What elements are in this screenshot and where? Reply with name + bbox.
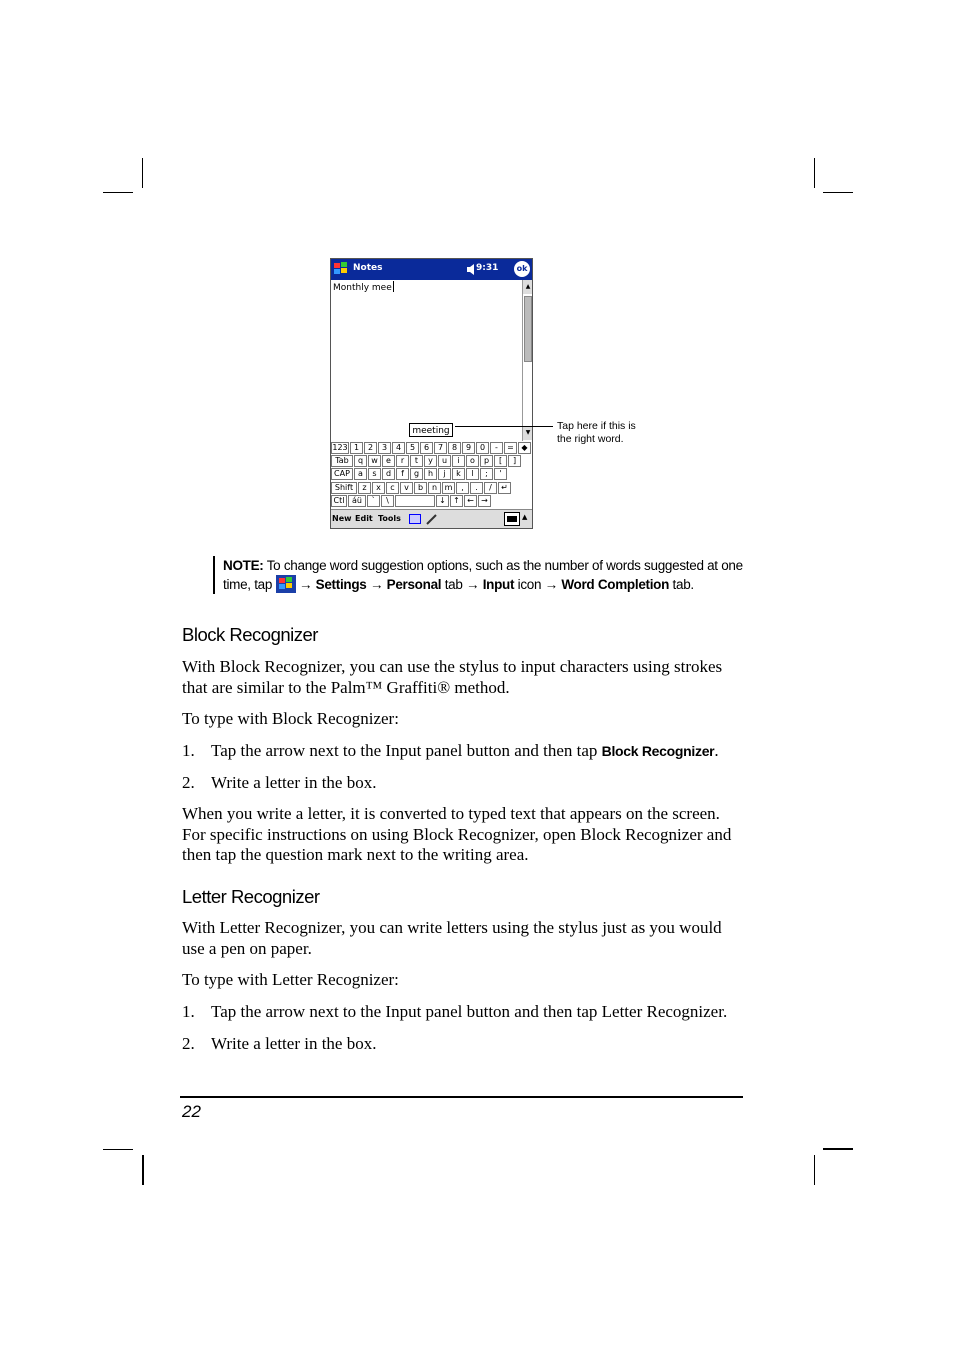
callout-line-1: Tap here if this is [557, 420, 636, 432]
block-step-1 [182, 741, 752, 761]
key[interactable]: 4 [392, 442, 405, 454]
key[interactable]: - [490, 442, 503, 454]
callout [557, 420, 636, 446]
key[interactable]: 7 [434, 442, 447, 454]
arrow-icon: → [466, 577, 480, 592]
key[interactable]: x [372, 482, 385, 494]
speaker-icon[interactable] [467, 264, 476, 275]
key[interactable]: q [354, 455, 367, 467]
key[interactable]: c [386, 482, 399, 494]
key[interactable]: 1 [350, 442, 363, 454]
step-text: Tap the arrow next to the Input panel button and then tap Letter Recognizer. [211, 1002, 728, 1021]
callout-line [455, 426, 553, 427]
key[interactable]: / [484, 482, 497, 494]
block-step-2 [182, 773, 752, 793]
key[interactable]: 3 [378, 442, 391, 454]
arrow-icon: → [544, 577, 558, 592]
text-caret [393, 281, 394, 292]
input-panel-icon[interactable] [504, 512, 520, 526]
key[interactable]: 6 [420, 442, 433, 454]
page-number: 22 [182, 1102, 201, 1121]
note-tab-end: tab. [672, 577, 694, 592]
crop-mark [814, 158, 815, 188]
step-text: Write a letter in the box. [211, 773, 377, 792]
key[interactable]: . [470, 482, 483, 494]
key[interactable]: = [504, 442, 517, 454]
ok-button[interactable]: ok [514, 261, 530, 277]
arrow-icon: → [298, 577, 313, 592]
block-intro: With Block Recognizer, you can use the stylus to input characters using strokes that are similar to the Palm™ Graffiti® method. [182, 657, 723, 697]
key[interactable]: , [456, 482, 469, 494]
scroll-thumb[interactable] [524, 296, 532, 362]
key[interactable]: 0 [476, 442, 489, 454]
note-input: Input [482, 577, 515, 592]
title-bar [331, 259, 532, 280]
key[interactable]: e [382, 455, 395, 467]
letter-step-1 [182, 1002, 752, 1022]
arrow-icon: → [369, 577, 384, 592]
key[interactable]: Tab [331, 455, 353, 467]
key[interactable]: f [396, 468, 409, 480]
key[interactable]: j [438, 468, 451, 480]
key[interactable]: → [478, 495, 491, 507]
app-title: Notes [353, 263, 383, 273]
soft-keyboard [331, 441, 532, 509]
crop-mark [142, 158, 143, 188]
menu-new[interactable]: New [332, 514, 352, 523]
key[interactable]: v [400, 482, 413, 494]
footer-rule [180, 1096, 743, 1098]
crop-mark [823, 1148, 853, 1150]
key[interactable] [395, 495, 435, 507]
key[interactable]: ] [508, 455, 521, 467]
step-text: Write a letter in the box. [211, 1034, 377, 1053]
key[interactable]: u [438, 455, 451, 467]
scrollbar[interactable] [522, 280, 533, 442]
key[interactable]: ; [480, 468, 493, 480]
key[interactable]: r [396, 455, 409, 467]
scroll-down-icon[interactable]: ▼ [523, 426, 533, 440]
key[interactable]: d [382, 468, 395, 480]
key[interactable]: b [414, 482, 427, 494]
key[interactable]: a [354, 468, 367, 480]
key[interactable]: s [368, 468, 381, 480]
note-tab-word: tab [444, 577, 463, 592]
keyboard-row-5 [331, 495, 492, 508]
input-arrow-icon[interactable]: ▲ [522, 513, 528, 521]
key[interactable]: \ [381, 495, 394, 507]
key[interactable]: 8 [448, 442, 461, 454]
step-number: 1. [182, 741, 195, 760]
key[interactable]: ↵ [498, 482, 511, 494]
key[interactable]: 123 [332, 443, 348, 452]
crop-mark [823, 192, 853, 193]
key[interactable]: CAP [331, 468, 353, 480]
keyboard-row-2 [331, 455, 522, 468]
key[interactable]: 2 [364, 442, 377, 454]
key[interactable]: k [452, 468, 465, 480]
letter-to-type: To type with Letter Recognizer: [182, 970, 399, 989]
key[interactable]: g [410, 468, 423, 480]
key[interactable]: ◆ [518, 442, 531, 454]
keyboard-row-3 [331, 468, 508, 481]
key[interactable]: ↑ [450, 495, 463, 507]
key[interactable]: n [428, 482, 441, 494]
key[interactable]: p [480, 455, 493, 467]
note-settings: Settings [315, 577, 367, 592]
key[interactable]: [ [494, 455, 507, 467]
crop-mark [142, 1155, 144, 1185]
menu-tools[interactable]: Tools [378, 514, 401, 523]
windows-start-icon [276, 575, 296, 593]
key[interactable]: y [424, 455, 437, 467]
pen-icon[interactable] [426, 513, 438, 525]
windows-start-icon[interactable] [333, 261, 350, 278]
step-number: 1. [182, 1002, 195, 1021]
step-end: . [714, 741, 719, 760]
letter-recognizer-heading: Letter Recognizer [182, 886, 320, 907]
pda-screenshot [330, 258, 533, 529]
key[interactable]: Shift [331, 482, 357, 494]
key[interactable]: t [410, 455, 423, 467]
step-text: Tap the arrow next to the Input panel button and then tap [211, 741, 598, 760]
key[interactable]: ← [464, 495, 477, 507]
keyboard-row-1 [331, 442, 532, 455]
step-number: 2. [182, 1034, 195, 1053]
menu-bar [331, 509, 532, 529]
key[interactable]: ` [367, 495, 380, 507]
letter-step-2 [182, 1034, 752, 1054]
crop-mark [103, 192, 133, 193]
block-after: When you write a letter, it is converted to typed text that appears on the screen. For specific instructions on using Block Recognizer, open Block Recognizer and then tap the question mark next to the writing area. [182, 804, 732, 864]
key[interactable]: w [368, 455, 381, 467]
block-to-type: To type with Block Recognizer: [182, 709, 399, 728]
key[interactable]: m [442, 482, 455, 494]
key[interactable]: Ctl [331, 495, 347, 507]
word-suggestion[interactable]: meeting [409, 423, 453, 437]
step-number: 2. [182, 773, 195, 792]
key[interactable]: ↓ [436, 495, 449, 507]
scroll-up-icon[interactable]: ▲ [523, 280, 533, 294]
key[interactable]: 9 [462, 442, 475, 454]
key[interactable]: h [424, 468, 437, 480]
key[interactable]: l [466, 468, 479, 480]
key[interactable]: o [466, 455, 479, 467]
clock[interactable]: 9:31 [476, 263, 499, 273]
block-recognizer-heading: Block Recognizer [182, 624, 318, 645]
note-text: To change word suggestion options, such as the number of words suggested at one time, tap [223, 558, 743, 592]
note-label: NOTE: [223, 558, 264, 573]
note-box [213, 556, 763, 594]
callout-line-2: the right word. [557, 433, 624, 445]
step-bold: Block Recognizer [601, 743, 715, 759]
crop-mark [103, 1149, 133, 1150]
note-word-completion: Word Completion [561, 577, 670, 592]
note-icon-word: icon [517, 577, 542, 592]
key[interactable]: ' [494, 468, 507, 480]
key[interactable]: áü [348, 495, 366, 507]
note-text-value: Monthly mee [333, 283, 392, 293]
crop-mark [814, 1155, 815, 1185]
note-personal: Personal [386, 577, 442, 592]
letter-intro: With Letter Recognizer, you can write letters using the stylus just as you would use a pen on paper. [182, 918, 722, 958]
keyboard-row-4 [331, 482, 512, 495]
menu-edit[interactable]: Edit [355, 514, 373, 523]
key[interactable]: i [452, 455, 465, 467]
keyboard-input-icon[interactable] [409, 514, 421, 524]
key[interactable]: z [358, 482, 371, 494]
note-text[interactable] [333, 281, 394, 293]
key[interactable]: 5 [406, 442, 419, 454]
